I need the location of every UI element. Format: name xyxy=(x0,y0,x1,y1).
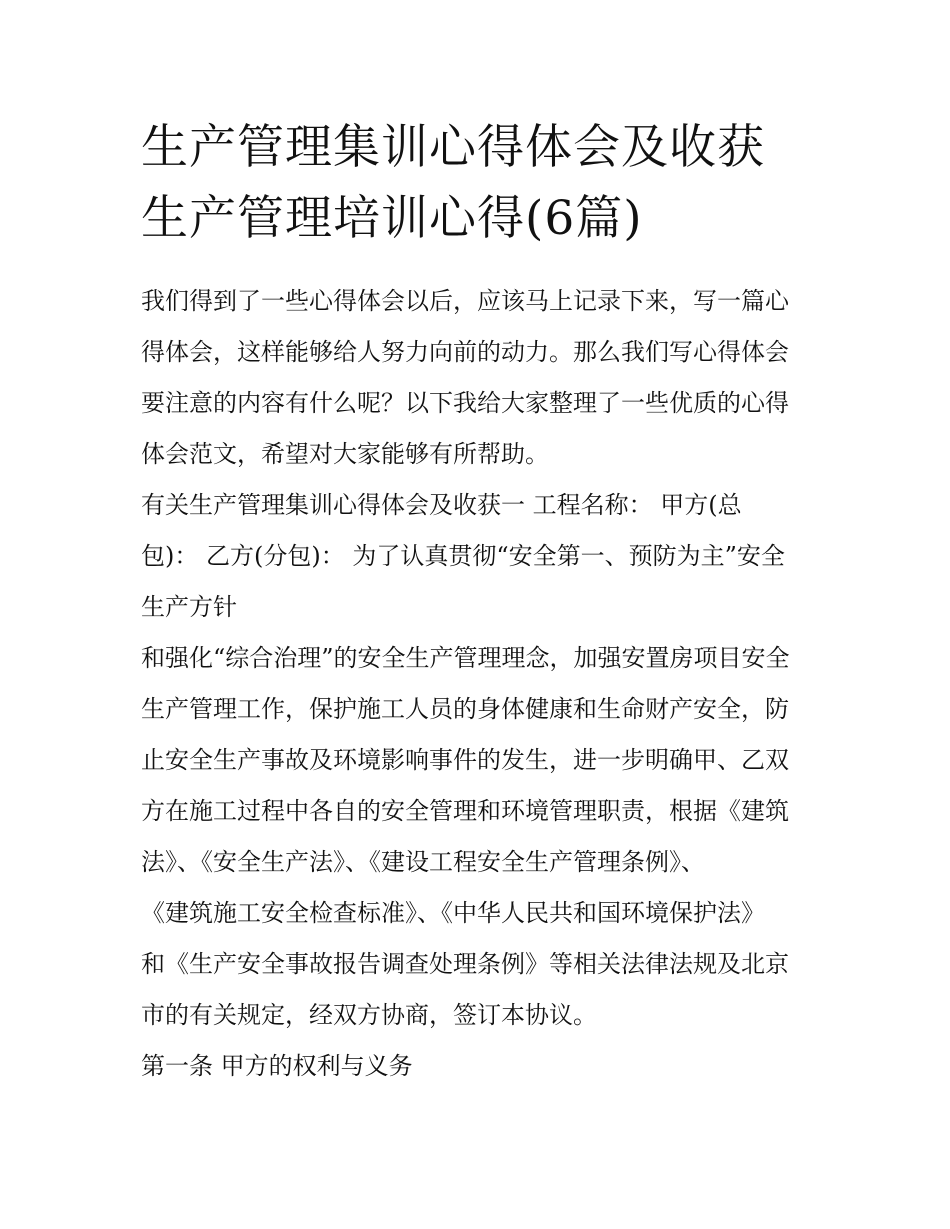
paragraph-line: 有关生产管理集训心得体会及收获一 工程名称： 甲方(总 xyxy=(141,491,742,519)
paragraph-line: 我们得到了一些心得体会以后，应该马上记录下来，写一篇心 xyxy=(141,287,789,315)
paragraph-line: 市的有关规定，经双方协商，签订本协议。 xyxy=(141,1001,597,1029)
paragraph-line: 和强化“综合治理”的安全生产管理理念，加强安置房项目安全 xyxy=(141,644,790,672)
paragraph-line: 方在施工过程中各自的安全管理和环境管理职责，根据《建筑 xyxy=(141,797,789,825)
paragraph-line: 止安全生产事故及环境影响事件的发生，进一步明确甲、乙双 xyxy=(141,746,789,774)
agreement-paragraph xyxy=(141,633,816,1041)
document-title xyxy=(141,112,816,254)
paragraph-line: 法》、《安全生产法》、《建设工程安全生产管理条例》、 xyxy=(141,848,705,876)
paragraph-line: 体会范文，希望对大家能够有所帮助。 xyxy=(141,440,549,468)
paragraph-line: 得体会，这样能够给人努力向前的动力。那么我们写心得体会 xyxy=(141,338,789,366)
intro-paragraph xyxy=(141,276,816,480)
paragraph-line: 和《生产安全事故报告调查处理条例》等相关法律法规及北京 xyxy=(141,950,789,978)
paragraph-line: 生产管理工作，保护施工人员的身体健康和生命财产安全，防 xyxy=(141,695,789,723)
project-info-paragraph xyxy=(141,480,816,633)
article-heading-text: 第一条 甲方的权利与义务 xyxy=(141,1052,413,1080)
title-line-2: 生产管理培训心得(6篇) xyxy=(141,191,643,246)
paragraph-line: 要注意的内容有什么呢？以下我给大家整理了一些优质的心得 xyxy=(141,389,789,417)
document-body xyxy=(141,276,816,1092)
paragraph-line: 《建筑施工安全检查标准》、《中华人民共和国环境保护法》 xyxy=(141,899,765,927)
paragraph-line: 生产方针 xyxy=(141,593,237,621)
title-line-1: 生产管理集训心得体会及收获 xyxy=(141,120,765,175)
article-heading xyxy=(141,1041,816,1092)
document-content xyxy=(141,112,816,1092)
paragraph-line: 包)： 乙方(分包)： 为了认真贯彻“安全第一、预防为主”安全 xyxy=(141,542,785,570)
